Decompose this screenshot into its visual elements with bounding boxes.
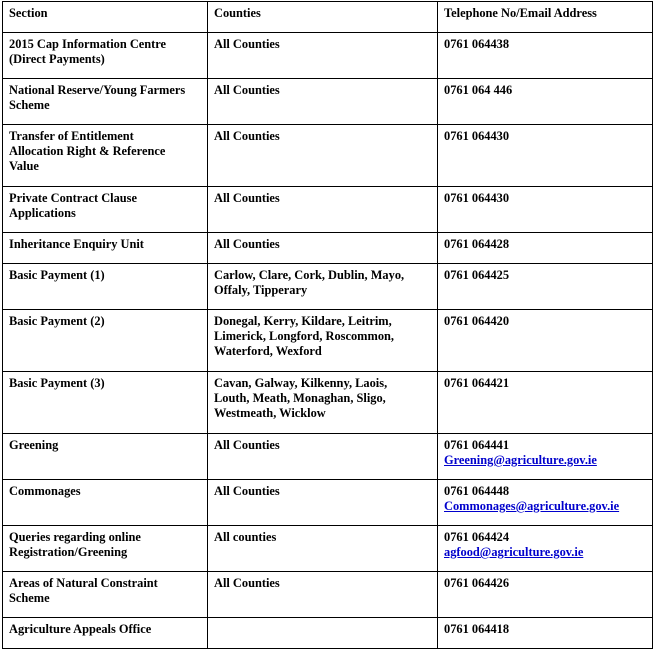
section-line: 2015 Cap Information Centre [9, 37, 167, 51]
contact-cell [438, 33, 653, 79]
contact-cell [438, 618, 653, 649]
counties-line: Cavan, Galway, Kilkenny, Laois, [214, 376, 388, 390]
table-row [3, 187, 653, 233]
contact-cell [438, 125, 653, 187]
section-line: Basic Payment (1) [9, 268, 105, 282]
section-line: Applications [9, 206, 76, 220]
section-cell [3, 125, 208, 187]
counties-line: Waterford, Wexford [214, 344, 322, 358]
section-cell [3, 187, 208, 233]
counties-line: All Counties [214, 438, 280, 452]
counties-cell [208, 310, 438, 372]
table-row [3, 434, 653, 480]
counties-line: All Counties [214, 129, 280, 143]
contact-cell [438, 372, 653, 434]
section-cell [3, 79, 208, 125]
section-line: Registration/Greening [9, 545, 128, 559]
section-line: Allocation Right & Reference [9, 144, 166, 158]
section-line: Scheme [9, 98, 50, 112]
counties-cell [208, 125, 438, 187]
section-line: Private Contract Clause [9, 191, 138, 205]
table-row [3, 125, 653, 187]
section-line: Value [9, 159, 39, 173]
section-line: National Reserve/Young Farmers [9, 83, 186, 97]
contacts-table [2, 1, 653, 649]
header-section: Section [3, 2, 208, 33]
counties-line: Louth, Meath, Monaghan, Sligo, [214, 391, 386, 405]
section-cell [3, 310, 208, 372]
contact-cell [438, 79, 653, 125]
contact-cell [438, 526, 653, 572]
header-counties: Counties [208, 2, 438, 33]
section-cell [3, 434, 208, 480]
contact-cell [438, 572, 653, 618]
section-cell [3, 526, 208, 572]
phone-number: 0761 064426 [444, 576, 510, 590]
phone-number: 0761 064430 [444, 191, 510, 205]
counties-cell [208, 618, 438, 649]
contact-cell [438, 434, 653, 480]
counties-line: All Counties [214, 484, 280, 498]
phone-number: 0761 064448 [444, 484, 510, 498]
phone-number: 0761 064421 [444, 376, 510, 390]
header-telephone-email: Telephone No/Email Address [438, 2, 653, 33]
section-cell [3, 33, 208, 79]
counties-line: All Counties [214, 237, 280, 251]
phone-number: 0761 064430 [444, 129, 510, 143]
section-line: Scheme [9, 591, 50, 605]
table-row [3, 526, 653, 572]
phone-number: 0761 064 446 [444, 83, 513, 97]
counties-line: Carlow, Clare, Cork, Dublin, Mayo, [214, 268, 405, 282]
section-line: (Direct Payments) [9, 52, 105, 66]
counties-line: Offaly, Tipperary [214, 283, 308, 297]
table-row [3, 79, 653, 125]
counties-line: All Counties [214, 37, 280, 51]
section-line: Areas of Natural Constraint [9, 576, 158, 590]
counties-cell [208, 79, 438, 125]
counties-cell [208, 33, 438, 79]
email-link[interactable]: Greening@agriculture.gov.ie [444, 453, 597, 467]
phone-number: 0761 064438 [444, 37, 510, 51]
table-row [3, 233, 653, 264]
phone-number: 0761 064428 [444, 237, 510, 251]
section-line: Agriculture Appeals Office [9, 622, 152, 636]
phone-number: 0761 064418 [444, 622, 510, 636]
section-cell [3, 233, 208, 264]
counties-cell [208, 434, 438, 480]
contact-cell [438, 233, 653, 264]
section-line: Basic Payment (2) [9, 314, 105, 328]
table-header-row [3, 2, 653, 33]
counties-line: All Counties [214, 191, 280, 205]
email-link[interactable]: agfood@agriculture.gov.ie [444, 545, 584, 559]
counties-cell [208, 526, 438, 572]
phone-number: 0761 064424 [444, 530, 510, 544]
section-cell [3, 618, 208, 649]
section-cell [3, 572, 208, 618]
counties-cell [208, 264, 438, 310]
counties-cell [208, 372, 438, 434]
contact-cell [438, 187, 653, 233]
counties-cell [208, 187, 438, 233]
contact-cell [438, 480, 653, 526]
counties-line: All counties [214, 530, 277, 544]
contact-cell [438, 310, 653, 372]
table-row [3, 264, 653, 310]
section-line: Commonages [9, 484, 81, 498]
table-row [3, 480, 653, 526]
section-cell [3, 372, 208, 434]
section-line: Transfer of Entitlement [9, 129, 134, 143]
phone-number: 0761 064420 [444, 314, 510, 328]
table-row [3, 618, 653, 649]
section-cell [3, 264, 208, 310]
section-cell [3, 480, 208, 526]
phone-number: 0761 064441 [444, 438, 510, 452]
section-line: Queries regarding online [9, 530, 141, 544]
counties-line: All Counties [214, 83, 280, 97]
counties-line: Donegal, Kerry, Kildare, Leitrim, [214, 314, 392, 328]
counties-cell [208, 572, 438, 618]
table-row [3, 33, 653, 79]
table-row [3, 572, 653, 618]
section-line: Basic Payment (3) [9, 376, 105, 390]
counties-line: All Counties [214, 576, 280, 590]
counties-line: Limerick, Longford, Roscommon, [214, 329, 394, 343]
email-link[interactable]: Commonages@agriculture.gov.ie [444, 499, 620, 513]
section-line: Greening [9, 438, 59, 452]
phone-number: 0761 064425 [444, 268, 510, 282]
section-line: Inheritance Enquiry Unit [9, 237, 144, 251]
counties-cell [208, 480, 438, 526]
contact-cell [438, 264, 653, 310]
table-row [3, 310, 653, 372]
table-row [3, 372, 653, 434]
counties-line: Westmeath, Wicklow [214, 406, 326, 420]
counties-cell [208, 233, 438, 264]
